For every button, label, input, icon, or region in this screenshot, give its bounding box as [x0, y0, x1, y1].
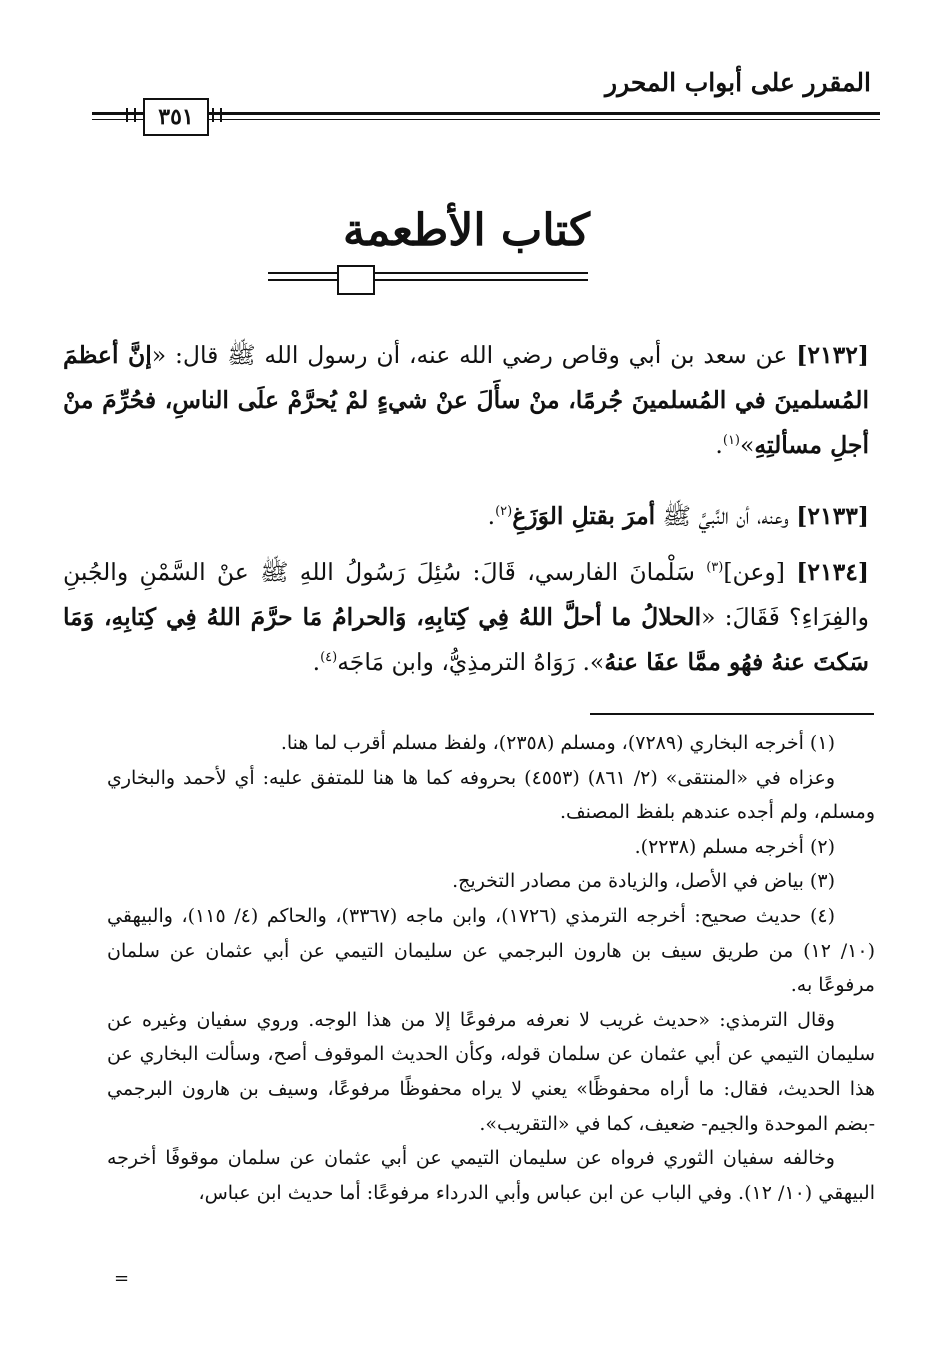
footnote-mark: (١) [722, 433, 740, 449]
hadith-source: ». رَوَاهُ الترمذِيُّ، وابن مَاجَه [337, 648, 605, 676]
hadith-number: [٢١٣٣] [796, 502, 869, 530]
hadith-matn: الحلالُ ما أحلَّ اللهُ فِي كِتابِهِ، وَالحرامُ مَا حرَّمَ اللهُ فِي كِتابِهِ، وَمَا سَكتَ عنهُ فهُو ممَّا عفَا عنهُ [63, 603, 869, 676]
chapter-title: كتاب الأطعمة [343, 205, 590, 256]
footnote-mark: (٢) [495, 504, 513, 520]
hadith-intro: عن سعد بن أبي وقاص رضي الله عنه، أن رسول الله ﷺ قال: « [151, 341, 788, 369]
sentence-end: . [715, 431, 723, 459]
page-number-ornament [212, 108, 222, 122]
footnote: وقال الترمذي: «حديث غريب لا نعرفه مرفوعًا إلا من هذا الوجه. وروي سفيان وغيره عن سليمان التيمي عن أبي عثمان عن سلمان قوله، وكأن الحديث الموقوف أصح، وسألت البخاري عن هذا الحديث، فقال: ما أراه محفوظًا» يعني لا يراه محفوظًا مرفوعًا، وسيف بن هارون البرجمي -بضم الموحدة والجيم- ضعيف، كما في «التقريب». [107, 1008, 875, 1135]
footnote: وعزاه في «المنتقى» (٢/ ٨٦١) (٤٥٥٣) بحروفه كما ها هنا للمتفق عليه: أي لأحمد والبخاري ومسلم، ولم أجده عندهم بلفظ المصنف. [107, 766, 875, 824]
footnote: وخالفه سفيان الثوري فرواه عن سليمان التيمي عن أبي عثمان عن سلمان موقوفًا أخرجه البيهقي (١٠/ ١٢). وفي الباب عن ابن عباس وأبي الدرداء مرفوعًا: أما حديث ابن عباس، [107, 1147, 875, 1204]
header-rule-thin [92, 119, 880, 120]
hadith-paragraph [63, 494, 869, 539]
sentence-end: . [487, 502, 496, 530]
page-number-ornament [126, 108, 136, 122]
continuation-mark: = [114, 1268, 130, 1289]
hadith-intro: وعنه، أن النَّبيَّ ﷺ [655, 502, 789, 530]
hadith-paragraph [63, 333, 869, 468]
hadith-number: [٢١٣٢] [796, 341, 870, 369]
hadith-paragraph [63, 550, 869, 685]
hadith-number: [٢١٣٤] [796, 558, 869, 586]
footnote: (١) أخرجه البخاري (٧٢٨٩)، ومسلم (٢٣٥٨)، ولفظ مسلم أقرب لما هنا. [280, 732, 835, 754]
title-ornament-rule [268, 279, 588, 281]
hadith-intro: سَلْمانَ الفارسي، قَالَ: سُئِلَ رَسُولُ اللهِ ﷺ عنْ السَّمْنِ والجُبنِ والفِرَاءِ؟ فَقَالَ: « [63, 558, 869, 631]
footnote-separator [590, 713, 874, 715]
header-rule [92, 112, 880, 115]
footnote-mark: (٤) [320, 650, 338, 666]
footnotes [107, 726, 875, 1210]
footnote: (٢) أخرجه مسلم (٢٢٣٨). [634, 835, 835, 858]
hadith-matn: أمرَ بقتلِ الوَزَغِ [512, 502, 656, 530]
footnote: (٣) بياض في الأصل، والزيادة من مصادر التخريج. [452, 870, 835, 893]
footnote-mark: (٣) [706, 560, 724, 576]
page-number: ٣٥١ [143, 98, 209, 136]
quote-close: » [740, 431, 755, 459]
footnote: (٤) حديث صحيح: أخرجه الترمذي (١٧٢٦)، وابن ماجه (٣٣٦٧)، والحاكم (٤/ ١١٥)، والبيهقي (١٠/ ١٢) من طريق سيف بن هارون البرجمي عن سليمان التيمي عن أبي عثمان عن سلمان مرفوعًا به. [107, 904, 875, 997]
running-title: المقرر على أبواب المحرر [605, 68, 871, 97]
hadith-intro: [وعن] [723, 558, 785, 586]
title-ornament-box [337, 265, 375, 295]
hadith-matn: إنَّ أعظمَ المُسلمينَ في المُسلمينَ جُرمًا، منْ سأَلَ عنْ شيءٍ لمْ يُحرَّمْ علَى الناسِ، فحُرِّمَ منْ أجلِ مسألتِهِ [63, 341, 869, 459]
sentence-end: . [312, 648, 321, 676]
title-ornament-rule [268, 272, 588, 274]
